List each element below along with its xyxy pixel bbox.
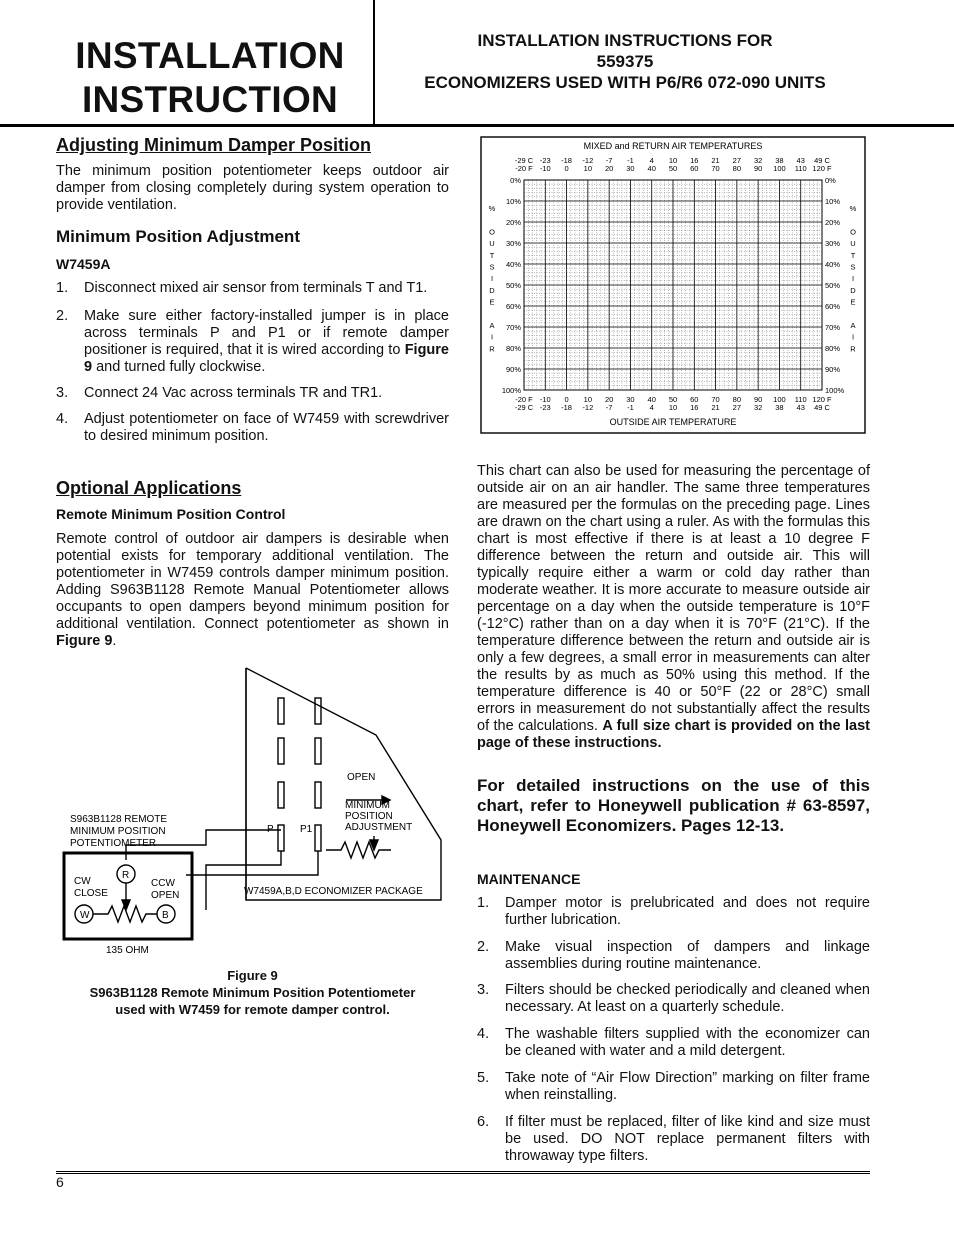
list-item [56,280,449,297]
tick-label-percent-right: 10% [825,197,841,206]
terminal-p1 [315,825,321,851]
tick-label-top-f: -10 [539,164,551,173]
tick-label-bottom-c: -29 C [514,403,534,412]
list-number: 5. [477,1070,490,1086]
chart-paragraph-bold: A full size chart is provided on the last page of these instructions. [477,718,870,751]
tick-label-top-f: 0 [564,164,569,173]
list-item [477,1026,870,1060]
list-text: Take note of “Air Flow Direction” marking on filter frame when reinstalling. [505,1070,870,1103]
document-subtitle [385,30,865,93]
tick-label-percent-right: 40% [825,260,841,269]
list-item [477,895,870,929]
pot-label-1: S963B1128 REMOTE [70,814,168,825]
tick-label-top-c: 38 [775,156,784,165]
subheading-remote-control: Remote Minimum Position Control [56,506,286,522]
side-label-left: % [488,204,496,213]
tick-label-bottom-c: -7 [605,403,613,412]
side-label-left: S [489,262,495,272]
list-number: 6. [477,1114,490,1130]
heading-adjusting-damper: Adjusting Minimum Damper Position [56,135,372,155]
tick-label-top-f: 20 [604,164,614,173]
package-label: W7459A,B,D ECONOMIZER PACKAGE [244,886,423,897]
tick-label-top-c: -23 [539,156,551,165]
tick-label-percent-left: 20% [505,218,521,227]
list-item [477,1070,870,1104]
tick-label-bottom-c: 27 [732,403,742,412]
terminal-w: W [80,910,90,921]
tick-label-percent-left: 0% [510,176,521,185]
side-label-right: I [851,332,855,342]
list-item [477,939,870,973]
open-label: OPEN [347,772,376,783]
side-label-right: S [850,262,856,272]
list-text: Filters should be checked periodically and cleaned when necessary. At least on a quarterly schedule. [505,982,870,1015]
close-label: CLOSE [74,888,108,899]
chart-paragraph [477,463,870,752]
tick-label-bottom-f: -10 [539,395,551,404]
side-label-right: O [850,227,856,237]
figure-ref: Figure 9 [56,633,113,649]
list-number: 3. [56,385,69,401]
subtitle-line-2: 559375 [596,52,654,71]
side-label-left: E [489,297,495,307]
terminal [315,782,321,808]
tick-label-bottom-f: 90 [753,395,763,404]
side-label-left: D [489,285,495,295]
tick-label-top-f: 10 [583,164,593,173]
tick-label-percent-right: 20% [825,218,841,227]
terminal-b: B [162,910,169,921]
list-text: Disconnect mixed air sensor from terminals T and T1. [84,280,428,296]
ohm-label: 135 OHM [106,945,149,956]
terminal-p1-label: P1 [300,824,313,835]
list-number: 1. [56,280,69,296]
tick-label-bottom-c: 16 [690,403,699,412]
side-label-left: T [489,250,495,260]
terminal-p-label: P [267,824,274,835]
tick-label-percent-left: 10% [505,197,521,206]
subtitle-line-3: ECONOMIZERS USED WITH P6/R6 072-090 UNITS [424,73,826,92]
list-number: 4. [477,1026,490,1042]
title-line-1: INSTALLATION [75,35,345,76]
tick-label-top-f: 70 [711,164,720,173]
side-label-right: U [850,239,856,249]
tick-label-percent-left: 80% [505,344,521,353]
tick-label-percent-left: 70% [505,323,521,332]
detailed-instructions: For detailed instructions on the use of this chart, refer to Honeywell publication # 63-8597, Honeywell Economizers. Pages 12-13. [477,776,870,835]
tick-label-percent-left: 30% [505,239,521,248]
side-label-right: E [850,297,856,307]
heading-optional-applications: Optional Applications [56,478,242,498]
chart-paragraph-text: This chart can also be used for measuring the percentage of outside air on an air handler. The same three temperatures are measured per the formulas on the preceding page. Lines are drawn on the chart using a ruler. As with the formulas this chart is most effective if there is at least a 10 degree F difference between the return and outside air. This will typically require either a warm or cold day rather than moderate weather. It is more accurate to measure outside air percentage on a day when the outside temperature is 10°F (-12°C) rather than on a day when it is 70°F (21°C). If the temperature difference between the return and outside air is only a few degrees, a small error in measurements can alter the results by as much as 50% using this method. If the temperature difference is 40 or 50°F (22 or 28°C) small errors in measurement do not substantially affect the results of the calculations. [477,463,870,734]
tick-label-bottom-c: -1 [627,403,634,412]
tick-label-top-c: -7 [605,156,613,165]
figure-caption [56,967,449,1018]
terminal-r: R [122,870,130,881]
tick-label-top-c: -1 [627,156,634,165]
list-text: The washable filters supplied with the economizer can be cleaned with water and a mild detergent. [505,1026,870,1059]
list-number: 2. [477,939,490,955]
tick-label-bottom-f: 110 [794,395,807,404]
list-text: Adjust potentiometer on face of W7459 with screwdriver to desired minimum position. [84,411,449,444]
tick-label-percent-left: 40% [505,260,521,269]
tick-label-top-c: 4 [649,156,654,165]
tick-label-top-f: 50 [668,164,678,173]
tick-label-top-c: -12 [582,156,594,165]
chart-title: MIXED and RETURN AIR TEMPERATURES [583,141,763,151]
chart-xlabel: OUTSIDE AIR TEMPERATURE [609,417,737,427]
header-divider-vertical [373,0,375,126]
tick-label-top-f: 110 [794,164,807,173]
tick-label-bottom-f: 30 [626,395,635,404]
heading-min-position: Minimum Position Adjustment [56,227,300,246]
title-line-2: INSTRUCTION [81,79,339,120]
side-label-right: % [849,204,857,213]
model-label: W7459A [56,256,111,272]
terminal-p [278,825,284,851]
side-label-left: R [489,344,495,354]
tick-label-bottom-f: 40 [647,395,656,404]
remote-text-b: . [112,633,117,649]
tick-label-top-f: 120 F [812,164,832,173]
list-item [477,982,870,1016]
side-label-left: A [489,321,495,330]
tick-label-top-f: 40 [647,164,656,173]
tick-label-bottom-f: 70 [711,395,720,404]
terminal [278,738,284,764]
footer-rule [56,1173,870,1174]
tick-label-bottom-f: 120 F [812,395,832,404]
tick-label-bottom-f: 80 [732,395,742,404]
terminal [278,782,284,808]
tick-label-bottom-c: 43 [796,403,805,412]
tick-label-percent-left: 60% [505,302,521,311]
side-label-right: D [850,285,856,295]
page-title [40,34,380,122]
tick-label-bottom-c: 49 C [814,403,830,412]
list-text: Damper motor is prelubricated and does not require further lubrication. [505,895,870,928]
tick-label-top-f: 60 [690,164,699,173]
tick-label-bottom-f: 10 [583,395,593,404]
side-label-right: R [850,344,856,354]
min-label-2: POSITION [345,811,393,822]
subtitle-line-1: INSTALLATION INSTRUCTIONS FOR [477,31,773,50]
tick-label-top-c: 10 [668,156,678,165]
tick-label-top-c: 27 [732,156,742,165]
tick-label-top-c: 32 [753,156,763,165]
ccw-label: CCW [151,878,175,889]
list-text-a: Make sure either factory-installed jumper is in place across terminals P and P1 or if remote damper positioner is required, that it is wired according to [84,308,449,358]
cw-label: CW [74,876,91,887]
figure-ref: Figure 9 [84,342,449,375]
list-text: Connect 24 Vac across terminals TR and TR1. [84,385,383,401]
list-number: 3. [477,982,490,998]
tick-label-bottom-c: 10 [668,403,678,412]
min-label-3: ADJUSTMENT [345,822,413,833]
tick-label-percent-right: 0% [825,176,836,185]
tick-label-top-c: 49 C [814,156,830,165]
side-label-left: I [490,332,494,342]
min-label-1: MINIMUM [345,800,390,811]
side-label-left: U [489,239,495,249]
remote-text-a: Remote control of outdoor air dampers is desirable when potential exists for temporary additional ventilation. The potentiometer in W7459 controls damper minimum position. Adding S963B1128 Remote Manual Potentiometer allows occupants to open dampers beyond minimum position for additional ventilation. Connect potentiometer as shown in [56,531,449,632]
tick-label-percent-right: 80% [825,344,841,353]
side-label-right: T [850,250,856,260]
wiring-diagram [56,660,456,960]
remote-paragraph [56,531,449,650]
terminal [315,698,321,724]
tick-label-top-c: -18 [561,156,572,165]
tick-label-bottom-c: 21 [711,403,720,412]
tick-label-bottom-f: -20 F [515,395,533,404]
tick-label-percent-left: 50% [505,281,521,290]
terminal [315,738,321,764]
side-label-left: I [490,274,494,284]
tick-label-percent-right: 30% [825,239,841,248]
tick-label-top-c: 16 [690,156,699,165]
list-item [56,385,449,402]
maintenance-heading: MAINTENANCE [477,871,581,887]
list-item [477,1114,870,1165]
list-number: 2. [56,308,69,324]
tick-label-percent-left: 100% [501,386,521,395]
footer-rule [56,1171,870,1172]
tick-label-top-c: 21 [711,156,720,165]
list-number: 1. [477,895,490,911]
tick-label-top-f: 90 [753,164,763,173]
tick-label-percent-right: 100% [825,386,845,395]
tick-label-bottom-f: 50 [668,395,678,404]
caption-line-1: Figure 9 [227,968,278,983]
tick-label-top-f: 30 [626,164,635,173]
tick-label-percent-right: 90% [825,365,841,374]
list-text: Make visual inspection of dampers and linkage assemblies during routine maintenance. [505,939,870,972]
package-resistor [326,842,391,858]
open-label-remote: OPEN [151,890,180,901]
tick-label-top-f: -20 F [515,164,533,173]
tick-label-bottom-c: -18 [561,403,572,412]
tick-label-bottom-c: 32 [753,403,763,412]
tick-label-bottom-f: 100 [773,395,786,404]
tick-label-top-f: 100 [773,164,786,173]
caption-line-3: used with W7459 for remote damper control. [115,1002,390,1017]
tick-label-bottom-c: 38 [775,403,784,412]
side-label-right: I [851,274,855,284]
side-label-left: O [489,227,495,237]
tick-label-top-c: 43 [796,156,805,165]
page-number: 6 [56,1174,64,1190]
tick-label-bottom-f: 0 [564,395,569,404]
pot-label-3: POTENTIOMETER [70,838,157,849]
pot-label-2: MINIMUM POSITION [70,826,166,837]
list-item [56,308,449,376]
tick-label-top-f: 80 [732,164,742,173]
list-number: 4. [56,411,69,427]
tick-label-top-c: -29 C [514,156,534,165]
tick-label-bottom-f: 60 [690,395,699,404]
tick-label-percent-right: 70% [825,323,841,332]
list-item [56,411,449,445]
list-text-b: and turned fully clockwise. [92,359,266,375]
caption-line-2: S963B1128 Remote Minimum Position Potentiometer [89,985,416,1000]
tick-label-bottom-c: -12 [582,403,594,412]
tick-label-bottom-c: 4 [649,403,654,412]
tick-label-percent-right: 60% [825,302,841,311]
air-temperature-chart [480,136,866,434]
terminal [278,698,284,724]
tick-label-bottom-c: -23 [539,403,551,412]
tick-label-percent-left: 90% [505,365,521,374]
list-text: If filter must be replaced, filter of like kind and size must be used. DO NOT replace permanent filters with throwaway type filters. [505,1114,870,1164]
intro-paragraph: The minimum position potentiometer keeps outdoor air damper from closing completely during system operation to provide ventilation. [56,163,449,213]
tick-label-bottom-f: 20 [604,395,614,404]
list-text [84,308,449,376]
side-label-right: A [850,321,856,330]
header-divider-horizontal [0,124,954,127]
tick-label-percent-right: 50% [825,281,841,290]
